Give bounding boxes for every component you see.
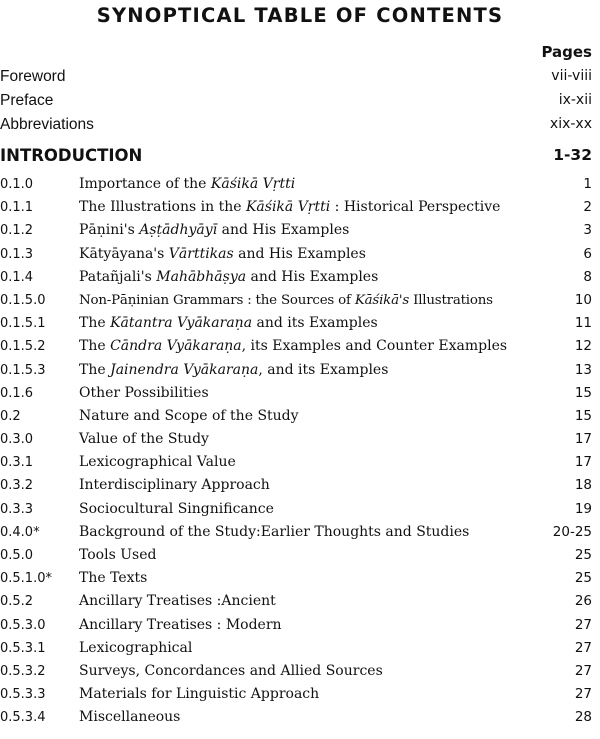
- entry-title: [79, 196, 500, 219]
- entry-title-text: , and its Examples: [258, 361, 389, 378]
- toc-entry: [0, 243, 592, 266]
- entry-title-text: Surveys, Concordances and Allied Sources: [79, 662, 383, 679]
- entry-title-text: Importance of the: [79, 176, 211, 192]
- entry-title-italic: Mahābhāṣya: [156, 268, 247, 285]
- toc-entry: [0, 335, 592, 358]
- entry-number: 0.3.2: [0, 478, 34, 494]
- entry-title: [79, 567, 147, 590]
- entry-title: [79, 498, 274, 521]
- toc-entry: [0, 637, 592, 660]
- entry-number: 0.5.1.0*: [0, 571, 52, 587]
- entry-page: 1: [583, 176, 592, 192]
- entry-title: [79, 266, 378, 289]
- entry-number: 0.1.4: [0, 269, 34, 285]
- entry-number: 0.1.5.0: [0, 292, 46, 308]
- entry-title: [79, 243, 366, 266]
- entry-number: 0.2: [0, 408, 21, 424]
- entry-title-text: Interdisciplinary Approach: [79, 477, 270, 494]
- entry-page: 8: [583, 268, 592, 285]
- entry-page: 6: [583, 245, 592, 262]
- entry-number: 0.3.1: [0, 455, 34, 471]
- entry-title: [79, 544, 156, 567]
- entry-number: 0.1.5.2: [0, 339, 46, 355]
- entry-title-text: Nature and Scope of the Study: [79, 407, 299, 424]
- toc-entry: [0, 474, 592, 497]
- toc-entry: [0, 219, 592, 242]
- front-matter-label: Abbreviations: [0, 116, 94, 133]
- entry-number: 0.5.3.3: [0, 687, 46, 703]
- entry-title-text: Sociocultural Singnificance: [79, 500, 274, 517]
- entry-title-italic: Kāśikā's: [354, 292, 410, 308]
- section-pages: 1-32: [553, 146, 592, 164]
- toc-entry: [0, 521, 592, 544]
- section-introduction: [0, 146, 592, 170]
- entry-title-text: Background of the Study:Earlier Thoughts and Studies: [79, 523, 470, 540]
- toc-entry: [0, 590, 592, 613]
- entry-title: [79, 359, 388, 382]
- entry-title: [79, 474, 270, 497]
- entry-title: [79, 405, 299, 428]
- entry-title: [79, 312, 378, 335]
- entry-title-text: Illustrations: [409, 292, 493, 308]
- entry-title-text: Non-Pāṇinian Grammars : the Sources of: [79, 292, 355, 308]
- entry-title: [79, 706, 180, 729]
- entry-title-text: The: [79, 338, 111, 355]
- toc-entry: [0, 683, 592, 706]
- toc-entry: [0, 359, 592, 382]
- entry-title: [79, 219, 349, 242]
- front-matter-pages: vii-viii: [551, 68, 592, 84]
- entry-page: 25: [574, 547, 592, 563]
- entry-number: 0.5.3.1: [0, 640, 46, 656]
- entry-title-text: Other Possibilities: [79, 384, 209, 401]
- entry-title-text: and His Examples: [233, 245, 366, 262]
- entry-title: [79, 451, 236, 474]
- entry-number: 0.1.1: [0, 200, 34, 216]
- front-matter-foreword: [0, 68, 592, 90]
- entry-title-text: and His Examples: [246, 268, 379, 285]
- entry-title-italic: Vārttikas: [168, 245, 234, 262]
- entry-title-italic: Kātantra Vyākaraṇa: [110, 315, 253, 332]
- entry-number: 0.5.3.0: [0, 617, 46, 633]
- toc-entry: [0, 451, 592, 474]
- entry-number: 0.1.6: [0, 385, 34, 401]
- entry-page: 28: [574, 709, 592, 726]
- entry-title: [79, 428, 209, 451]
- entry-page: 27: [574, 616, 592, 633]
- entry-number: 0.1.0: [0, 177, 34, 192]
- entry-page: 11: [574, 315, 592, 332]
- entry-title-italic: Jainendra Vyākaraṇa: [110, 361, 259, 378]
- entry-title: [79, 590, 276, 613]
- front-matter-label: Preface: [0, 92, 54, 109]
- toc-entry: [0, 196, 592, 219]
- entry-page: 17: [574, 454, 592, 471]
- entry-page: 18: [574, 477, 592, 494]
- entry-title-italic: Aṣṭādhyāyī: [139, 222, 218, 239]
- front-matter-pages: xix-xx: [549, 116, 592, 132]
- entry-title-text: and its Examples: [252, 315, 378, 332]
- entry-title-text: , its Examples and Counter Examples: [241, 338, 508, 355]
- entry-number: 0.1.5.3: [0, 362, 46, 378]
- entry-title-text: Lexicographical: [79, 639, 193, 656]
- entry-number: 0.1.5.1: [0, 316, 46, 332]
- entry-title-italic: Cāndra Vyākaraṇa: [110, 338, 242, 355]
- entry-title: [79, 614, 282, 637]
- entry-title-text: The Texts: [79, 570, 148, 587]
- entry-number: 0.4.0*: [0, 524, 40, 540]
- entry-page: 20-25: [552, 523, 592, 540]
- toc-entry: [0, 289, 592, 312]
- entry-number: 0.3.0: [0, 432, 34, 448]
- entry-page: 27: [574, 686, 592, 703]
- entry-title-text: : Historical Perspective: [330, 199, 501, 216]
- entry-title-text: and His Examples: [217, 222, 350, 239]
- entry-number: 0.5.0: [0, 548, 34, 563]
- entry-page: 15: [574, 384, 592, 401]
- entry-number: 0.5.3.4: [0, 710, 46, 726]
- entry-title-text: Materials for Linguistic Approach: [79, 686, 320, 703]
- entry-title: [79, 521, 469, 544]
- entry-title: [79, 660, 383, 683]
- toc-entry: [0, 706, 592, 729]
- toc-entry: [0, 312, 592, 335]
- entry-page: 19: [574, 500, 592, 517]
- entry-title-text: Lexicographical Value: [79, 454, 236, 471]
- entry-title: [79, 382, 209, 405]
- entry-title: [79, 289, 493, 312]
- page-title: SYNOPTICAL TABLE OF CONTENTS: [96, 4, 504, 27]
- entry-number: 0.1.2: [0, 223, 34, 239]
- entry-title-italic: Kāśikā Vṛtti: [210, 176, 296, 192]
- entry-number: 0.5.3.2: [0, 663, 46, 679]
- entry-title-text: Value of the Study: [79, 431, 209, 448]
- entry-page: 15: [574, 407, 592, 424]
- toc-entry: [0, 498, 592, 521]
- contents-list: [0, 173, 592, 730]
- section-heading: INTRODUCTION: [0, 146, 143, 165]
- toc-entry: [0, 428, 592, 451]
- entry-page: 27: [574, 639, 592, 656]
- entry-title-text: Pāṇini's: [79, 222, 140, 239]
- entry-title-text: The: [79, 361, 111, 378]
- front-matter-pages: ix-xii: [558, 92, 592, 108]
- toc-entry: [0, 382, 592, 405]
- toc-entry: [0, 567, 592, 590]
- entry-page: 25: [574, 570, 592, 587]
- entry-title: [79, 335, 507, 358]
- entry-page: 12: [574, 338, 592, 355]
- front-matter-preface: [0, 92, 592, 114]
- entry-title-text: The: [79, 315, 111, 332]
- entry-page: 17: [574, 431, 592, 448]
- entry-page: 27: [574, 662, 592, 679]
- front-matter-abbreviations: [0, 116, 592, 138]
- entry-title-italic: Kāśikā Vṛtti: [245, 199, 331, 216]
- toc-entry: [0, 544, 592, 567]
- entry-number: 0.3.3: [0, 501, 34, 517]
- toc-entry: [0, 614, 592, 637]
- entry-page: 10: [574, 291, 592, 308]
- entry-title: [79, 637, 192, 660]
- entry-title-text: Miscellaneous: [79, 709, 181, 726]
- entry-page: 26: [574, 593, 592, 610]
- entry-title-text: Kātyāyana's: [79, 245, 169, 262]
- toc-entry: [0, 173, 592, 196]
- entry-page: 2: [583, 199, 592, 216]
- toc-entry: [0, 405, 592, 428]
- entry-title-text: The Illustrations in the: [79, 199, 246, 216]
- toc-entry: [0, 266, 592, 289]
- entry-page: 13: [574, 361, 592, 378]
- entry-title-text: Ancillary Treatises : Modern: [79, 616, 282, 633]
- entry-title: [79, 683, 319, 706]
- entry-number: 0.1.3: [0, 246, 34, 262]
- pages-column-header: Pages: [541, 43, 592, 61]
- entry-title: [79, 173, 295, 196]
- entry-page: 3: [583, 222, 592, 239]
- entry-title-text: Patañjali's: [79, 268, 157, 285]
- entry-number: 0.5.2: [0, 594, 34, 610]
- entry-title-text: Tools Used: [79, 547, 157, 563]
- toc-entry: [0, 660, 592, 683]
- front-matter-label: Foreword: [0, 68, 66, 85]
- entry-title-text: Ancillary Treatises :Ancient: [79, 593, 276, 610]
